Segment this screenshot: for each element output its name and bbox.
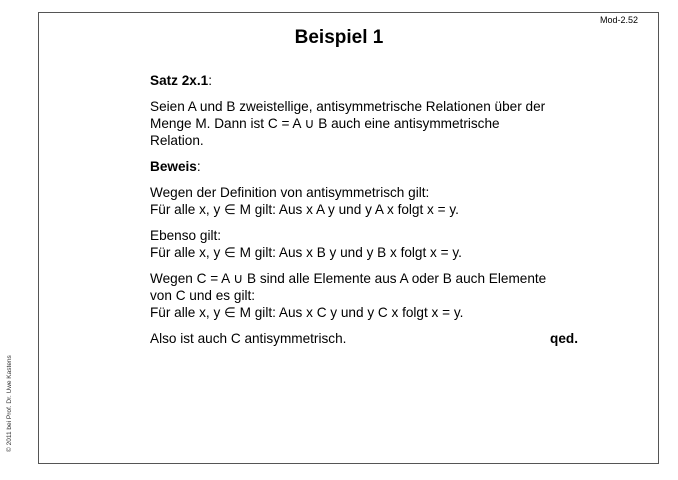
proof-line: Wegen der Definition von antisymmetrisch gilt: <box>150 185 430 200</box>
beweis-label: Beweis <box>150 159 197 174</box>
satz-line: Relation. <box>150 133 204 148</box>
proof-line: von C und es gilt: <box>150 288 256 303</box>
slide-content <box>150 72 590 347</box>
page-id: Mod-2.52 <box>599 15 638 25</box>
satz-label-colon: : <box>208 73 212 88</box>
beweis-heading <box>150 158 590 175</box>
proof-line: Für alle x, y ∈ M gilt: Aus x C y und y C x folgt x = y. <box>150 305 464 320</box>
proof-line: Ebenso gilt: <box>150 228 222 243</box>
proof-paragraph-3 <box>150 270 590 321</box>
proof-paragraph-2 <box>150 227 590 261</box>
proof-line: Für alle x, y ∈ M gilt: Aus x A y und y A x folgt x = y. <box>150 202 459 217</box>
satz-line: Seien A und B zweistellige, antisymmetrische Relationen über der <box>150 99 546 114</box>
proof-line: Wegen C = A ∪ B sind alle Elemente aus A oder B auch Elemente <box>150 271 547 286</box>
satz-statement <box>150 98 590 149</box>
satz-line: Menge M. Dann ist C = A ∪ B auch eine antisymmetrische <box>150 116 500 131</box>
proof-paragraph-1 <box>150 184 590 218</box>
conclusion-text: Also ist auch C antisymmetrisch. <box>150 331 347 346</box>
conclusion-line <box>150 330 578 347</box>
copyright-note: © 2011 bei Prof. Dr. Uwe Kastens <box>6 355 13 452</box>
qed-mark: qed. <box>550 331 578 346</box>
satz-label: Satz 2x.1 <box>150 73 209 88</box>
satz-heading <box>150 72 590 89</box>
proof-line: Für alle x, y ∈ M gilt: Aus x B y und y B x folgt x = y. <box>150 245 462 260</box>
beweis-label-colon: : <box>196 159 201 174</box>
slide-title: Beispiel 1 <box>294 27 384 48</box>
